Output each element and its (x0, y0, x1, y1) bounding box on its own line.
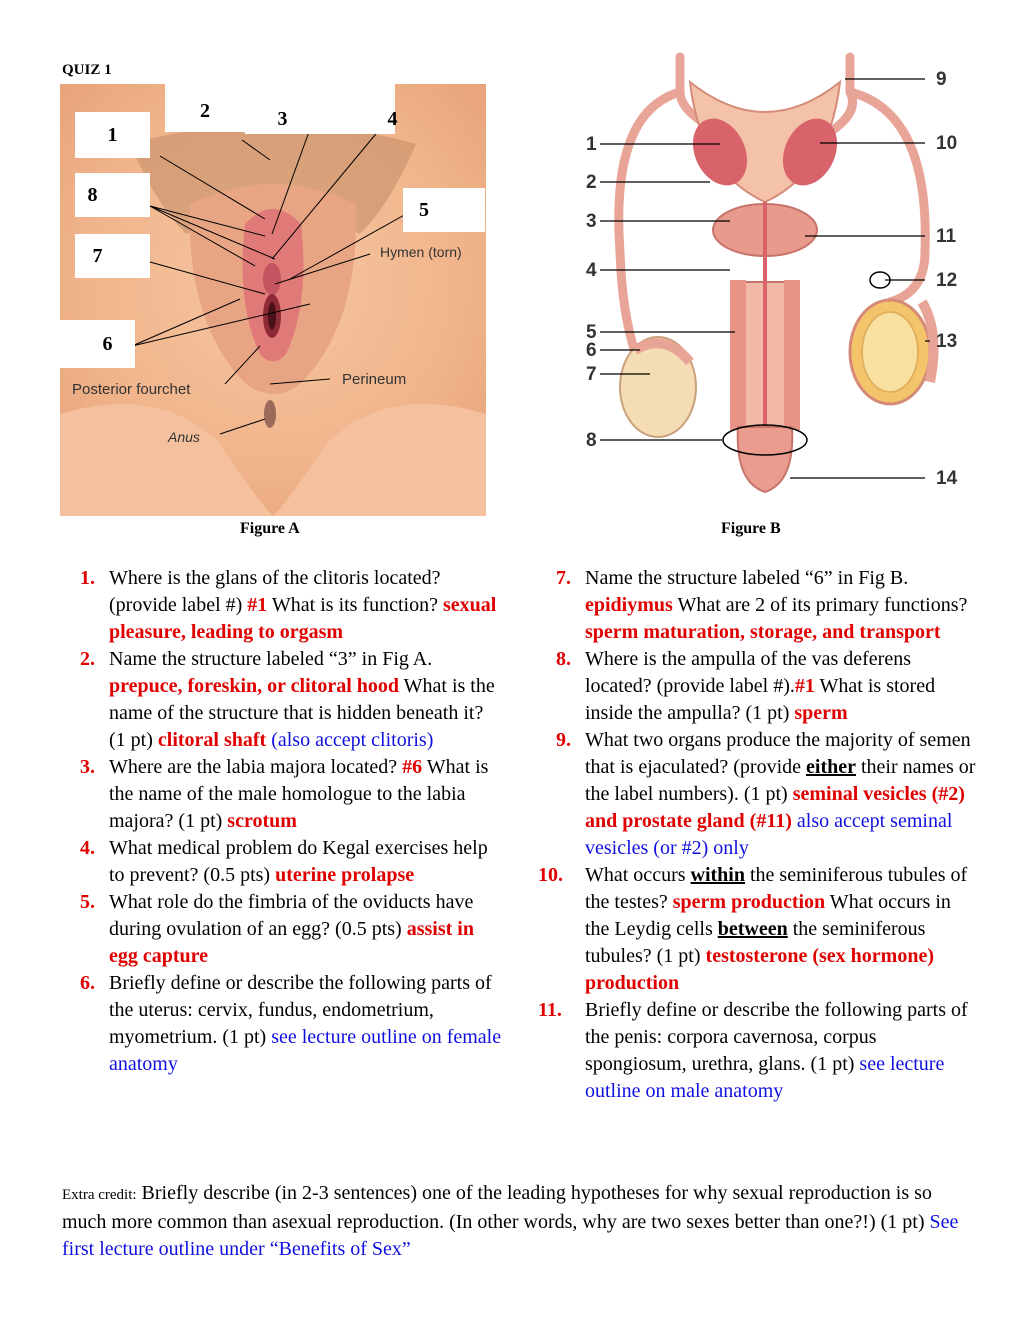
emphasis-text: between (717, 918, 788, 940)
question-number: 5. (80, 891, 95, 913)
svg-text:Posterior fourchet: Posterior fourchet (72, 381, 191, 398)
question-text: What medical problem do Kegal exercises help to prevent? (0.5 pts) (109, 837, 488, 886)
figure-a-label-6: 6 (60, 320, 135, 368)
answer-text: testosterone (sex hormone) production (585, 945, 934, 994)
answer-text: assist in egg capture (109, 918, 474, 967)
alt-answer-text: see lecture outline on female anatomy (109, 1026, 502, 1075)
question-2 (62, 646, 502, 754)
question-text: the seminiferous tubules? (1 pt) (585, 918, 926, 967)
questions-left-column (62, 565, 502, 1078)
question-text: What occurs (585, 864, 691, 886)
svg-text:3: 3 (586, 211, 597, 232)
question-4 (62, 835, 502, 889)
question-5 (62, 889, 502, 970)
question-text: What are 2 of its primary functions? (672, 594, 968, 616)
svg-text:10: 10 (936, 133, 958, 154)
figure-b-caption: Figure B (721, 520, 781, 537)
figure-a-label-3: 3 (245, 84, 395, 134)
question-text: What occurs in the Leydig cells (585, 891, 951, 940)
answer-text: sexual pleasure, leading to orgasm (109, 594, 497, 643)
answer-text: sperm maturation, storage, and transport (585, 621, 941, 643)
extra-credit (62, 1180, 962, 1263)
answer-text: #1 (794, 675, 815, 697)
question-number: 3. (80, 756, 95, 778)
question-text: What role do the fimbria of the oviducts have during ovulation of an egg? (0.5 pts) (109, 891, 474, 940)
question-text: What two organs produce the majority of semen that is ejaculated? (provide (585, 729, 971, 778)
question-number: 6. (80, 972, 95, 994)
figure-a-label-2: 2 (165, 84, 245, 132)
figure-a-label-7: 7 (75, 234, 150, 278)
figure-a-label-5: 5 (403, 188, 485, 232)
svg-text:2: 2 (586, 172, 597, 193)
svg-text:4: 4 (586, 260, 597, 281)
question-text: Name the structure labeled “6” in Fig B. (585, 567, 909, 589)
answer-text: clitoral shaft (157, 729, 267, 751)
answer-text: scrotum (227, 810, 297, 832)
figure-b-illustration (580, 52, 980, 502)
question-text: What is its function? (267, 594, 443, 616)
question-10 (538, 862, 978, 997)
svg-text:6: 6 (586, 340, 597, 361)
question-number: 4. (80, 837, 95, 859)
question-6 (62, 970, 502, 1078)
question-text: Where is the ampulla of the vas deferens located? (provide label #). (585, 648, 911, 697)
question-number: 1. (80, 567, 95, 589)
svg-text:9: 9 (936, 69, 947, 90)
answer-text: sperm production (672, 891, 826, 913)
question-text: Name the structure labeled “3” in Fig A. (109, 648, 433, 670)
extra-credit-text: Briefly describe (in 2-3 sentences) one of the leading hypotheses for why sexual reproduction is so much more common than asexual reproduction. (In other words, why are two sexes better than one?!) (1 pt) (62, 1182, 932, 1233)
question-1 (62, 565, 502, 646)
question-number: 10. (538, 864, 563, 886)
svg-text:Anus: Anus (168, 429, 200, 445)
question-number: 9. (556, 729, 571, 751)
emphasis-text: within (690, 864, 745, 886)
answer-text: uterine prolapse (275, 864, 415, 886)
question-number: 11. (538, 999, 562, 1021)
alt-answer-text: also accept seminal vesicles (or #2) only (585, 810, 953, 859)
svg-text:Hymen (torn): Hymen (torn) (380, 244, 462, 260)
svg-text:13: 13 (936, 331, 958, 352)
question-number: 2. (80, 648, 95, 670)
question-3 (62, 754, 502, 835)
svg-text:8: 8 (586, 430, 597, 451)
question-number: 8. (556, 648, 571, 670)
question-7 (538, 565, 978, 646)
question-text: their names or the label numbers). (1 pt) (585, 756, 976, 805)
figure-a-label-1: 1 (75, 112, 150, 158)
answer-text: #1 (247, 594, 268, 616)
question-text: Briefly define or describe the following parts of the penis: corpora cavernosa, corpus spongiosum, urethra, glans. (1 pt) (585, 999, 968, 1075)
question-text: What is the name of the structure that is hidden beneath it? (1 pt) (109, 675, 495, 751)
svg-text:12: 12 (936, 270, 958, 291)
question-text: What is stored inside the ampulla? (1 pt) (585, 675, 936, 724)
quiz-title: QUIZ 1 (62, 62, 112, 78)
figure-a-caption: Figure A (240, 520, 300, 537)
extra-credit-lead: Extra credit: (62, 1187, 137, 1203)
questions-right-column (538, 565, 978, 1105)
question-text: What is the name of the male homologue to the labia majora? (1 pt) (109, 756, 489, 832)
answer-text: prepuce, foreskin, or clitoral hood (109, 675, 399, 697)
svg-text:5: 5 (586, 322, 597, 343)
svg-text:1: 1 (586, 134, 597, 155)
answer-text: #6 (402, 756, 423, 778)
figure-a-label-8: 8 (75, 173, 150, 217)
svg-text:11: 11 (936, 226, 957, 247)
question-text: Where are the labia majora located? (109, 756, 403, 778)
svg-text:7: 7 (586, 364, 597, 385)
answer-text: seminal vesicles (#2) and prostate gland (#11) (585, 783, 965, 832)
answer-text: epidiymus (585, 594, 673, 616)
question-number: 7. (556, 567, 571, 589)
alt-answer-text: (also accept clitoris) (266, 729, 434, 751)
emphasis-text: either (806, 756, 856, 778)
svg-text:14: 14 (936, 468, 958, 489)
alt-answer-text: see lecture outline on male anatomy (585, 1053, 945, 1102)
question-text: the seminiferous tubules of the testes? (585, 864, 968, 913)
question-text: Briefly define or describe the following parts of the uterus: cervix, fundus, endometrium, myometrium. (1 pt) (109, 972, 492, 1048)
question-text: Where is the glans of the clitoris located? (provide label #) (109, 567, 441, 616)
figure-a-label-4: 4 (387, 108, 398, 130)
question-8 (538, 646, 978, 727)
svg-text:Perineum: Perineum (342, 371, 407, 388)
question-11 (538, 997, 978, 1105)
question-9 (538, 727, 978, 862)
answer-text: sperm (794, 702, 848, 724)
extra-credit-answer: See first lecture outline under “Benefits of Sex” (62, 1211, 959, 1260)
